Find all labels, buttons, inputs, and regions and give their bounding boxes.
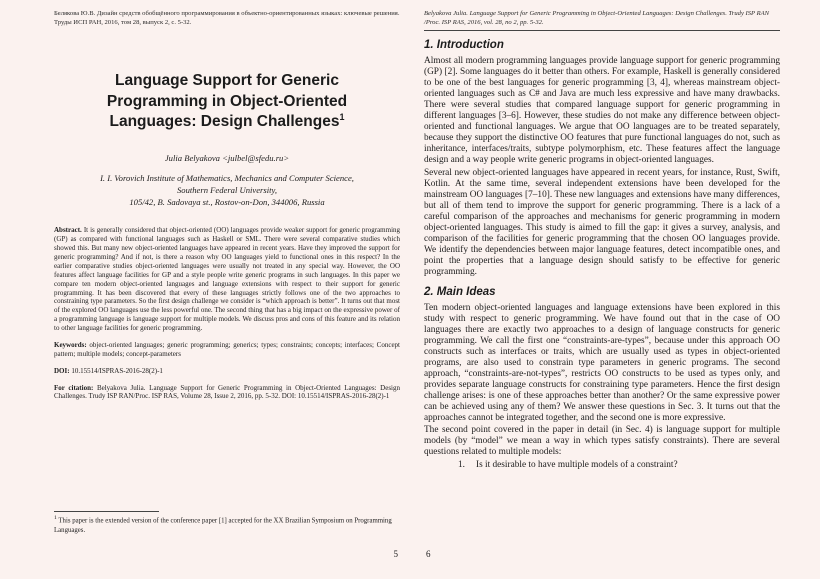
affiliation-line-3: 105/42, B. Sadovaya st., Rostov-on-Don, 344006, Russia [129, 196, 325, 207]
footnote-text: This paper is the extended version of the conference paper [1] accepted for the XX Brazilian Symposium on Programming Languages. [54, 517, 392, 534]
affiliation-line-2: Southern Federal University, [176, 184, 277, 195]
keywords-label: Keywords: [54, 340, 87, 349]
paper-title-text: Language Support for Generic Programming in Object-Oriented Languages: Design Challenges [106, 72, 348, 131]
citation-line [54, 384, 400, 402]
author-block [54, 153, 400, 208]
footnote-marker: 1 [54, 515, 57, 522]
abstract-label: Abstract. [54, 226, 82, 235]
footnote-area [54, 511, 400, 535]
affiliation-line-1: I. I. Vorovich Institute of Mathematics, Mechanics and Computer Science, [100, 172, 354, 183]
author-line: Julia Belyakova <julbel@sfedu.ru> [164, 152, 290, 163]
doi-line [54, 367, 400, 376]
page-number-right-page: 6 [426, 549, 431, 559]
paper-title [54, 71, 400, 133]
left-running-head: Белякова Ю.В. Дизайн средств обобщённого программирования в объектно-ориентированных языках: ключевые решения. Труды ИСП РАН, 2016, том 28, выпуск 2, с. 5-32. [54, 10, 400, 27]
doi-label: DOI: [54, 366, 70, 375]
intro-paragraph-2: Several new object-oriented languages have appeared in recent years, for instance, Rust, Swift, Kotlin. At the same time, several independent extensions have been developed for the mainstream OO languages [7–10]. These new languages and extensions have many differences, but all of them tend to improve the support for generic programming. There is a lack of a careful comparison of the approaches and mechanisms for generic programming in modern object-oriented languages. This study is aimed to fill the gap: it gives a survey, analysis, and comparison of the facilities for generic programming that the chosen OO languages provide. We identify the dependencies between major language features, detect incompatible ones, and point the properties that a language design should satisfy to be effective for generic programming. [424, 168, 780, 277]
doi-text: 10.15514/ISPRAS-2016-28(2)-1 [71, 366, 163, 375]
keywords-text: object-oriented languages; generic programming; generics; types; constraints; concepts; interfaces; Concept pattern; multiple models; concept-parameters [54, 340, 401, 358]
title-footnote-marker: 1 [339, 112, 345, 123]
page-right [424, 0, 780, 579]
main-ideas-paragraph-1: Ten modern object-oriented languages and language extensions have been explored in this study with respect to generic programming. We have found out that in the case of OO languages there are exactly two approaches to a design of language constructs for generic programming. We call the first one “constraints-are-types”, because under this approach OO constructs such as interfaces or traits, which are usually used as types in object-oriented programs, are also used to constrain type parameters in generic programs. The second approach, “constraints-are-not-types”, restricts OO constructs to be used as types only, and provides separate language constructs for constraining type parameters. Hence the first design challenge arises: is one of these approaches better than another? Or the same expressive power can be achieved using any of them? We answer these questions in Sec. 3. It turns out that the approaches cannot be integrated together, and the second one is more expressive. [424, 302, 780, 423]
front-matter [54, 226, 400, 401]
intro-paragraph-1: Almost all modern programming languages provide language support for generic programming (GP) [2]. Some languages do it better than others. For example, Haskell is generally considered to be one of the best languages for generic programming [3, 4], whereas mainstream object-oriented languages such as C# and Java are much less expressive and have many drawbacks. There were several studies that compared language support for generic programming in different languages [3–6]. However, these studies do not make any difference between object-oriented and functional languages. We argue that OO languages are to be treated separately, because they support the distinctive OO features that pure functional languages do not, such as inheritance, interfaces/traits, subtype polymorphism, etc. These features affect the language design and a way people write generic programs in object-oriented languages. [424, 56, 780, 166]
running-head-rule [424, 30, 780, 31]
list-item-number: 1. [458, 460, 465, 471]
section-heading-introduction: 1. Introduction [424, 39, 504, 52]
footnote [54, 515, 400, 535]
abstract-text: It is generally considered that object-oriented (OO) languages provide weaker support for generic programming (GP) as compared with functional languages such as Haskell or SML. There were several comparative studies which showed this. But many new object-oriented languages have appeared in recent years. Have they improved the support for generic programming? And if not, is there a reason why OO languages yield to functional ones in this respect? In the earlier comparative studies object-oriented languages were usually not treated in any special way. However, the OO features affect language facilities for GP and a style people write generic programs in such languages. In this paper we compare ten modern object-oriented languages and language extensions with respect to their support for generic programming. It has been discovered that every of these languages strictly follows one of the two approaches to constraining type parameters. So the first design challenge we consider is “which approach is better”. It turns out that most of the explored OO languages use the less powerful one. The second thing that has a big impact on the expressive power of a programming language is language support for multiple models. We discuss pros and cons of this feature and its relation to other language facilities for generic programming. [54, 226, 401, 333]
page-number-left-page: 5 [393, 549, 398, 559]
citation-text: Belyakova Julia. Language Support for Generic Programming in Object-Oriented Languages: Design Challenges. Trudy ISP RAN/Proc. ISP RAS, Volume 28, Issue 2, 2016, pp. 5-32. DOI: 10.15514/ISPRAS-2016-28(2)-1 [54, 383, 400, 401]
footnote-rule [54, 511, 159, 512]
page-left [54, 0, 400, 579]
citation-label: For citation: [54, 383, 94, 392]
abstract [54, 226, 400, 333]
section-heading-main-ideas: 2. Main Ideas [424, 285, 496, 298]
right-running-head: Belyakova Julia. Language Support for Generic Programming in Object-Oriented Languages: Design Challenges. Trudy ISP RAN /Proc. ISP RAS, 2016, vol. 28, no 2, pp. 5-32. [424, 10, 770, 27]
numbered-list-item-1 [424, 460, 780, 471]
list-item-text: Is it desirable to have multiple models of a constraint? [476, 460, 678, 471]
keywords [54, 341, 400, 359]
main-ideas-paragraph-2: The second point covered in the paper in detail (in Sec. 4) is language support for multiple models (by “model” we mean a way in which types satisfy constraints). There are several questions related to multiple models: [424, 425, 780, 458]
